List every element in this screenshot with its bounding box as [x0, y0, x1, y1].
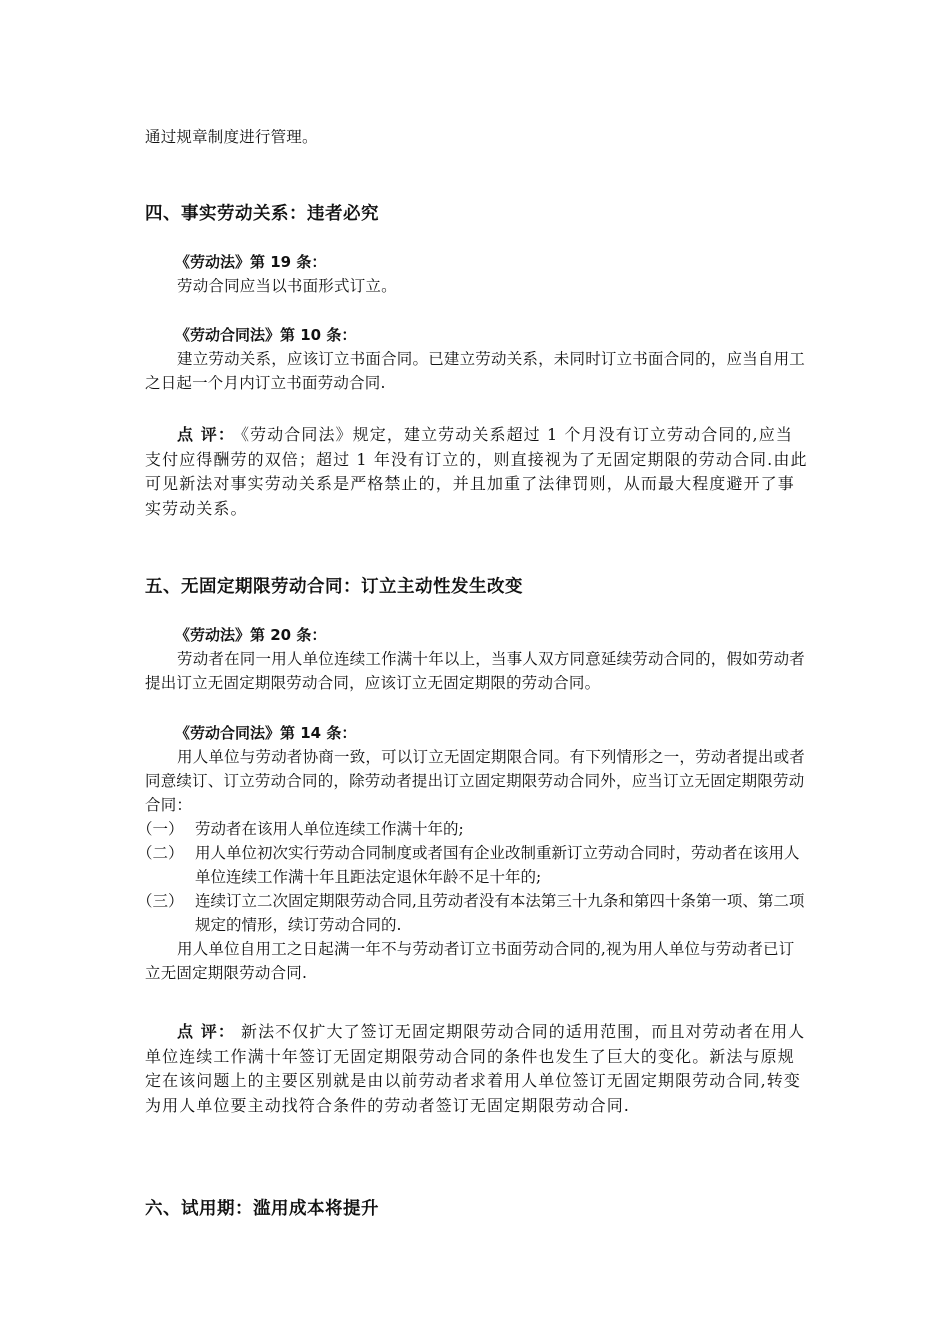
comment-paragraph	[145, 1020, 810, 1118]
section-6-heading: 六、试用期：滥用成本将提升	[145, 1199, 379, 1219]
section-5-law-2	[137, 721, 810, 985]
law-text-tail: 用人单位自用工之日起满一年不与劳动者订立书面劳动合同的,视为用人单位与劳动者已订立无固定期限劳动合同.	[145, 940, 795, 982]
comment-text: 《劳动合同法》规定，建立劳动关系超过 1 个月没有订立劳动合同的,应当支付应得酬劳的双倍；超过 1 年没有订立的，则直接视为了无固定期限的劳动合同.由此可见新法对事实劳动关系是严格禁止的，并且加重了法律罚则，从而最大程度避开了事实劳动关系。	[145, 425, 808, 518]
section-5-heading: 五、无固定期限劳动合同：订立主动性发生改变	[145, 577, 523, 597]
law-text: 劳动合同应当以书面形式订立。	[177, 277, 397, 295]
law-text: 用人单位与劳动者协商一致，可以订立无固定期限合同。有下列情形之一，劳动者提出或者同意续订、订立劳动合同的，除劳动者提出订立固定期限劳动合同外，应当订立无固定期限劳动合同：	[145, 748, 806, 814]
comment-paragraph	[145, 423, 810, 521]
list-item-number: （一）	[137, 820, 184, 838]
section-4-law-2	[145, 323, 810, 395]
section-6-heading-block	[145, 1195, 810, 1220]
section-5-law-1	[145, 623, 810, 695]
law-title: 《劳动法》第 20 条：	[175, 626, 327, 644]
comment-label: 点 评：	[177, 425, 235, 444]
law-title: 《劳动合同法》第 10 条：	[175, 326, 357, 344]
section-4-heading-block	[145, 200, 810, 225]
comment-label: 点 评：	[177, 1022, 235, 1041]
comment-text: 新法不仅扩大了签订无固定期限劳动合同的适用范围，而且对劳动者在用人单位连续工作满十年签订无固定期限劳动合同的条件也发生了巨大的变化。新法与原规定在该问题上的主要区别就是由以前劳动者求着用人单位签订无固定期限劳动合同,转变为用人单位要主动找符合条件的劳动者签订无固定期限劳动合同.	[145, 1022, 806, 1115]
section-4-heading: 四、事实劳动关系：违者必究	[145, 204, 379, 224]
section-4-comment	[145, 423, 810, 521]
conditions-list	[137, 817, 810, 937]
section-5-heading-block	[145, 573, 810, 598]
section-4-law-1	[145, 250, 810, 298]
list-item-number: （三）	[137, 892, 184, 910]
list-item	[137, 817, 810, 841]
list-item-text: 劳动者在该用人单位连续工作满十年的;	[195, 820, 464, 838]
list-item-number: （二）	[137, 844, 184, 862]
law-text: 劳动者在同一用人单位连续工作满十年以上，当事人双方同意延续劳动合同的，假如劳动者提出订立无固定期限劳动合同，应该订立无固定期限的劳动合同。	[145, 650, 806, 692]
list-item	[137, 889, 810, 937]
intro-paragraph	[145, 125, 810, 149]
law-title: 《劳动法》第 19 条：	[175, 253, 327, 271]
list-item-text: 连续订立二次固定期限劳动合同,且劳动者没有本法第三十九条和第四十条第一项、第二项规定的情形，续订劳动合同的.	[195, 892, 805, 934]
law-title: 《劳动合同法》第 14 条：	[175, 724, 357, 742]
list-item	[137, 841, 810, 889]
law-text: 建立劳动关系，应该订立书面合同。已建立劳动关系，未同时订立书面合同的，应当自用工之日起一个月内订立书面劳动合同.	[145, 350, 806, 392]
section-5-comment	[145, 1020, 810, 1118]
list-item-text: 用人单位初次实行劳动合同制度或者国有企业改制重新订立劳动合同时，劳动者在该用人单位连续工作满十年且距法定退休年龄不足十年的;	[195, 844, 800, 886]
intro-text: 通过规章制度进行管理。	[145, 128, 318, 146]
